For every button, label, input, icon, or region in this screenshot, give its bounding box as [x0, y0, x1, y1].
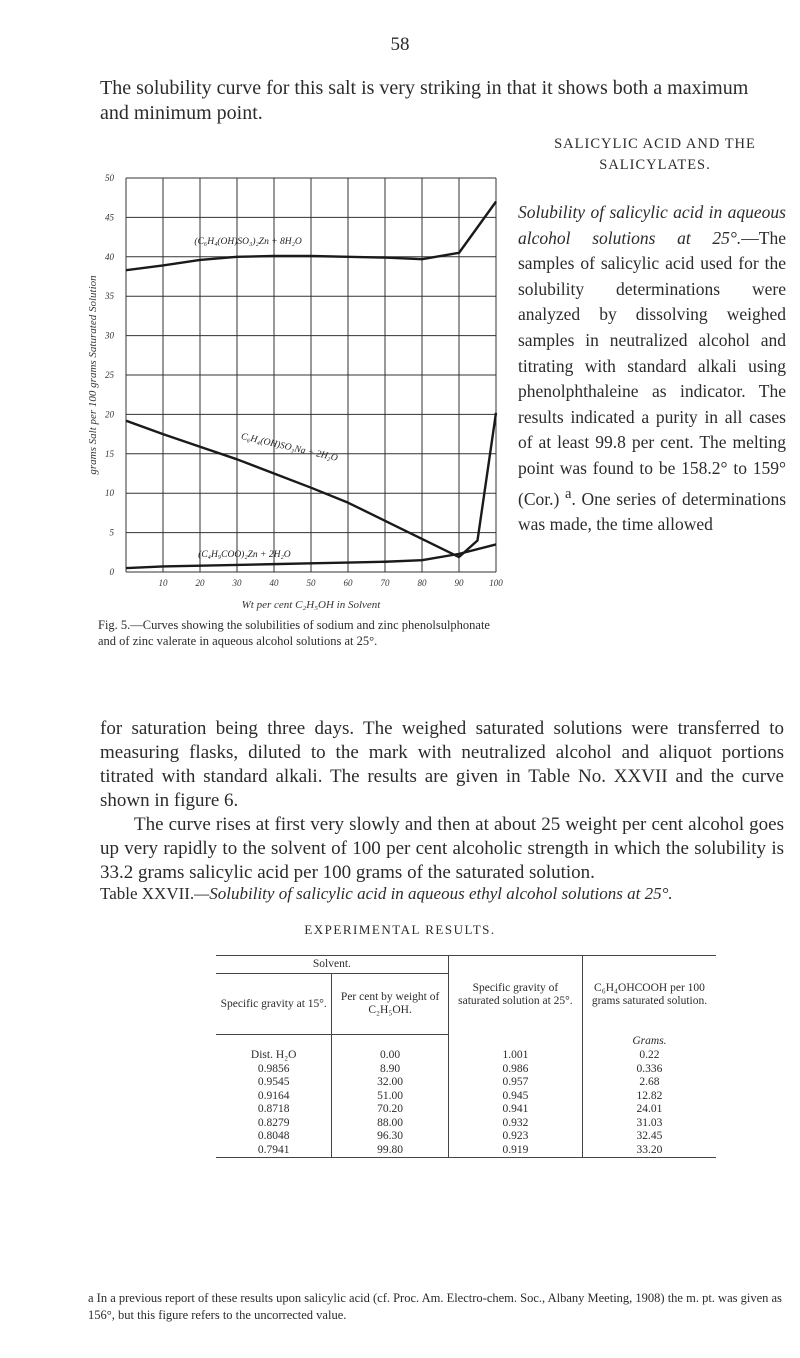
- table-header-2: Per cent by weight of C₂H₅OH.: [332, 974, 448, 1035]
- table-row: [216, 1049, 716, 1063]
- table-cell: 0.9164: [257, 1089, 290, 1102]
- x-tick-label: 80: [417, 578, 427, 588]
- y-axis-label: grams Salt per 100 grams Saturated Solution: [87, 275, 99, 475]
- y-tick-label: 25: [105, 370, 114, 380]
- x-tick-label: 30: [232, 578, 242, 588]
- y-tick-label: 10: [105, 488, 114, 499]
- y-tick-label: 35: [105, 291, 114, 302]
- table-cell: 2.68: [582, 1076, 716, 1090]
- table-cell: 0.9856: [257, 1062, 290, 1075]
- table-row: [216, 1144, 716, 1158]
- body-text: [100, 717, 784, 885]
- y-tick-label: 15: [105, 448, 114, 459]
- table-cell: 0.986: [448, 1063, 582, 1077]
- table-cell: 33.20: [582, 1144, 716, 1158]
- x-tick-label: 90: [454, 578, 464, 588]
- table-row: [216, 1130, 716, 1144]
- section-heading-line-1: SALICYLIC ACID AND THE: [554, 136, 756, 152]
- series-label-2: C₆H₄(OH)SO₃Na + 2H₂O: [239, 431, 339, 464]
- series-label-3: (C₄H₉COO)₂Zn + 2H₂O: [198, 550, 291, 561]
- subsection-title: Solubility of salicylic acid in aqueous alcohol solutions at 25°.: [518, 202, 786, 248]
- table-row: [216, 1063, 716, 1077]
- section-heading: [520, 134, 790, 176]
- table-cell: 8.90: [332, 1063, 448, 1077]
- solubility-chart: [84, 170, 514, 612]
- series-label-1: (C₆H₄(OH)SO₃)₂Zn + 8H₂O: [194, 237, 302, 248]
- table-cell: 96.30: [332, 1130, 448, 1144]
- table-cell: 0.00: [332, 1049, 448, 1063]
- table-cell: 0.932: [448, 1117, 582, 1131]
- table-header-3: Specific gravity of saturated solution at 25°.: [448, 956, 582, 1035]
- units-label: Grams.: [582, 1035, 716, 1050]
- right-column-body: —The samples of salicylic acid used for the solubility determinations were analyzed by dissolving weighed samples in neutralized alcohol and titrating with standard alkali using phenolphthaleine as indicator. The results indicated a purity in all cases of at least 99.8 per cent. The melting point was found to be 158.2° to 159° (Cor.): [518, 227, 786, 509]
- table-cell: 0.941: [448, 1103, 582, 1117]
- table-cell: 0.22: [582, 1049, 716, 1063]
- y-tick-label: 20: [105, 409, 114, 420]
- table-cell: 0.8718: [257, 1103, 290, 1115]
- table-cell: 32.00: [332, 1076, 448, 1090]
- x-tick-label: 40: [269, 578, 279, 588]
- footnote-marker: a: [564, 485, 572, 502]
- y-tick-label: 50: [105, 173, 114, 183]
- solubility-figure: [84, 170, 514, 612]
- table-row: [216, 1103, 716, 1117]
- table-header-1: Specific gravity at 15°.: [216, 974, 332, 1035]
- right-column-text: [518, 200, 786, 538]
- table-cell: 0.9545: [257, 1076, 290, 1088]
- y-tick-label: 45: [105, 212, 114, 223]
- x-tick-label: 10: [158, 578, 168, 588]
- x-tick-label: 20: [195, 578, 205, 588]
- table-row: [216, 1117, 716, 1131]
- y-tick-label: 0: [109, 567, 114, 577]
- footnote: a In a previous report of these results upon salicylic acid (cf. Proc. Am. Electro-chem. Soc., Albany Meeting, 1908) the m. pt. was given as 156°, but this figure refers to the uncorrected value.: [88, 1291, 782, 1322]
- table-cell: 51.00: [332, 1090, 448, 1104]
- table-cell: 99.80: [332, 1144, 448, 1158]
- x-tick-label: 50: [306, 578, 316, 588]
- table-cell: 0.8279: [257, 1116, 290, 1129]
- table-cell: 0.919: [448, 1144, 582, 1158]
- x-tick-label: 100: [489, 578, 503, 588]
- table-group-header: Solvent.: [216, 956, 448, 974]
- x-tick-label: 60: [343, 578, 353, 588]
- solubility-table: [216, 955, 716, 1158]
- table-cell: 32.45: [582, 1130, 716, 1144]
- table-row: [216, 1090, 716, 1104]
- table-cell: 70.20: [332, 1103, 448, 1117]
- table-cell: Dist. H₂O: [250, 1049, 297, 1061]
- table-cell: 0.7941: [216, 1144, 332, 1158]
- table-title-text: —Solubility of salicylic acid in aqueous ethyl alcohol solutions at 25°.: [194, 884, 673, 903]
- table-body: [216, 1035, 716, 1158]
- table-cell: 0.945: [448, 1090, 582, 1104]
- table-cell: 12.82: [582, 1090, 716, 1104]
- x-axis-label: Wt per cent C₂H₅OH in Solvent: [241, 599, 381, 611]
- table-subtitle: EXPERIMENTAL RESULTS.: [304, 922, 496, 937]
- y-tick-label: 5: [109, 527, 114, 538]
- body-paragraph-2: The curve rises at first very slowly and then at about 25 weight per cent alcohol goes up very rapidly to the solvent of 100 per cent alcoholic strength in which the solubility is 33.2 grams salicylic acid per 100 grams of the saturated solution.: [100, 814, 784, 883]
- table-cell: 0.923: [448, 1130, 582, 1144]
- table-cell: 31.03: [582, 1117, 716, 1131]
- table-title-prefix: Table XXVII.: [100, 884, 195, 903]
- table-row: [216, 1076, 716, 1090]
- section-heading-line-2: SALICYLATES.: [599, 157, 711, 173]
- body-paragraph-1: for saturation being three days. The weighed saturated solutions were transferred to measuring flasks, diluted to the mark with neutralized alcohol and aliquot portions titrated with standard alkali. The results are given in Table No. XXVII and the curve shown in figure 6.: [100, 718, 784, 811]
- figure-caption: Fig. 5.—Curves showing the solubilities of sodium and zinc phenolsulphonate and of zinc valerate in aqueous alcohol solutions at 25°.: [98, 618, 490, 648]
- table-cell: 0.8048: [257, 1130, 290, 1142]
- table-cell: 88.00: [332, 1117, 448, 1131]
- x-tick-label: 70: [380, 578, 390, 588]
- table-cell: 0.957: [448, 1076, 582, 1090]
- intro-paragraph: The solubility curve for this salt is very striking in that it shows both a maximum and minimum point.: [100, 77, 749, 124]
- right-column-body-2: . One series of determinations was made, the time allowed: [518, 488, 787, 534]
- y-tick-label: 40: [105, 251, 114, 262]
- y-tick-label: 30: [105, 330, 114, 341]
- table-header-4: C₆H₄OHCOOH per 100 grams saturated solution.: [582, 956, 716, 1035]
- table-title: [100, 884, 790, 904]
- table-cell: 1.001: [448, 1049, 582, 1063]
- page-number: 58: [390, 34, 410, 55]
- table-cell: 0.336: [582, 1063, 716, 1077]
- table-cell: 24.01: [582, 1103, 716, 1117]
